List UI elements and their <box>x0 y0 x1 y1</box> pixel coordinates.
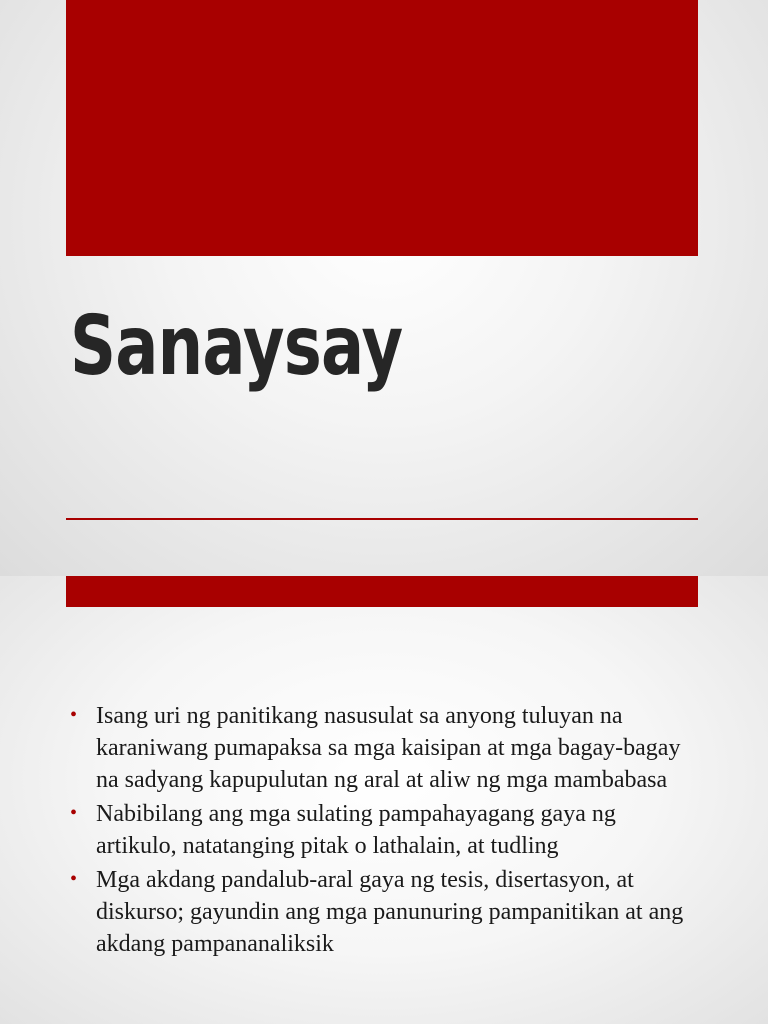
title-divider-line <box>66 518 698 520</box>
bullet-text-2: Nabibilang ang mga sulating pampahayagang gaya ng artikulo, natatanging pitak o lathalain, at tudling <box>96 801 616 859</box>
bullet-item-3 <box>70 864 690 960</box>
slide-title: Sanaysay <box>70 299 403 394</box>
bullet-text-1: Isang uri ng panitikang nasusulat sa anyong tuluyan na karaniwang pumapaksa sa mga kaisipan at mga bagay-bagay na sadyang kapupulutan ng aral at aliw ng mga mambabasa <box>96 703 681 793</box>
content-slide <box>0 576 768 1024</box>
bullet-text-3: Mga akdang pandalub-aral gaya ng tesis, disertasyon, at diskurso; gayundin ang mga panunuring pampanitikan at ang akdang pampananaliksik <box>96 867 684 957</box>
bullet-item-1 <box>70 700 690 796</box>
bullet-marker-icon: • <box>70 868 78 890</box>
title-slide-red-banner <box>66 0 698 256</box>
bullet-marker-icon: • <box>70 802 78 824</box>
bullet-marker-icon: • <box>70 704 78 726</box>
content-slide-red-banner <box>66 576 698 607</box>
bullet-item-2 <box>70 798 690 862</box>
bullet-list <box>70 700 690 962</box>
